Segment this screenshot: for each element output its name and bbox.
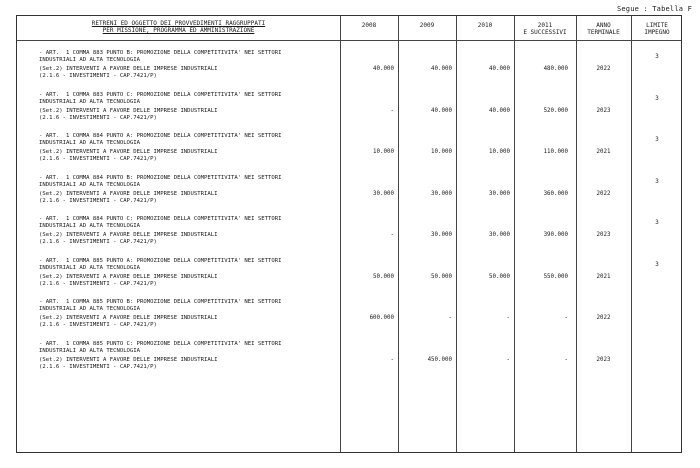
value-limite-impegno: 3	[655, 54, 659, 60]
table-frame	[16, 15, 682, 453]
row-item-line2: (2.1.6 - INVESTIMENTI - CAP.7421/P)	[39, 114, 157, 121]
value-2008: -	[390, 107, 394, 114]
row-title-line1: - ART. 1 COMMA 883 PUNTO C: PROMOZIONE DELLA COMPETITIVITA' NEI SETTORI	[39, 91, 282, 98]
row-item-line1: (Set.2) INTERVENTI A FAVORE DELLE IMPRESE INDUSTRIALI	[39, 273, 218, 280]
row-item-line2: (2.1.6 - INVESTIMENTI - CAP.7421/P)	[39, 322, 157, 328]
value-2010: 30.000	[489, 232, 510, 238]
value-anno-terminale: 2022	[596, 190, 611, 197]
value-2011: -	[564, 315, 568, 321]
col-rule	[514, 16, 515, 452]
col-rule	[631, 16, 632, 452]
header-title-line2: PER MISSIONE, PROGRAMMA ED AMMINISTRAZIONE	[102, 27, 255, 34]
header-rule	[17, 40, 681, 41]
value-2009: 30.000	[431, 232, 452, 238]
row-title-line2: INDUSTRIALI AD ALTA TECNOLOGIA	[39, 223, 141, 229]
value-anno-terminale: 2022	[596, 315, 611, 321]
header-2008: 2008	[361, 22, 377, 29]
row-item-line2: (2.1.6 - INVESTIMENTI - CAP.7421/P)	[39, 73, 157, 79]
value-2011: 480.000	[543, 66, 568, 72]
row-item-line1: (Set.2) INTERVENTI A FAVORE DELLE IMPRESE INDUSTRIALI	[39, 356, 218, 363]
value-2011: 110.000	[543, 149, 568, 155]
row-title-line1: - ART. 1 COMMA 885 PUNTO C: PROMOZIONE DELLA COMPETITIVITA' NEI SETTORI	[39, 340, 282, 347]
header-2010: 2010	[477, 22, 493, 29]
value-limite-impegno: 3	[655, 95, 659, 102]
row-title-line2: INDUSTRIALI AD ALTA TECNOLOGIA	[39, 57, 141, 63]
value-2011: 360.000	[543, 190, 568, 197]
value-2008: 30.000	[373, 190, 394, 197]
header-limite-line2: IMPEGNO	[644, 29, 670, 36]
header-2009: 2009	[419, 22, 435, 29]
value-2008: -	[390, 232, 394, 238]
value-2009: 450.000	[427, 356, 452, 363]
row-title-line1: - ART. 1 COMMA 885 PUNTO B: PROMOZIONE DELLA COMPETITIVITA' NEI SETTORI	[39, 299, 282, 305]
value-limite-impegno: 3	[655, 220, 659, 226]
value-2008: -	[390, 356, 394, 363]
row-item-line2: (2.1.6 - INVESTIMENTI - CAP.7421/P)	[39, 280, 157, 287]
value-2009: 40.000	[431, 107, 452, 114]
value-anno-terminale: 2023	[596, 356, 611, 363]
value-limite-impegno: 3	[655, 137, 659, 143]
value-2009: 30.000	[431, 190, 452, 197]
value-limite-impegno: 3	[655, 261, 659, 268]
value-2010: 30.000	[489, 190, 510, 197]
col-rule	[398, 16, 399, 452]
value-2010: 40.000	[489, 107, 510, 114]
value-2011: 520.000	[543, 107, 568, 114]
value-2008: 40.000	[373, 66, 394, 72]
value-2009: 50.000	[431, 273, 452, 280]
value-anno-terminale: 2021	[596, 149, 611, 155]
value-2011: 390.000	[543, 232, 568, 238]
value-limite-impegno: 3	[655, 178, 659, 185]
header-title-line1: RETRENI ED OGGETTO DEI PROVVEDIMENTI RAGGRUPPATI	[91, 20, 266, 27]
value-2008: 600.000	[369, 315, 394, 321]
row-item-line2: (2.1.6 - INVESTIMENTI - CAP.7421/P)	[39, 197, 157, 204]
header-2011-line2: E SUCCESSIVI	[523, 29, 567, 36]
row-item-line2: (2.1.6 - INVESTIMENTI - CAP.7421/P)	[39, 363, 157, 370]
value-2010: -	[506, 356, 510, 363]
value-2010: 40.000	[489, 66, 510, 72]
row-item-line1: (Set.2) INTERVENTI A FAVORE DELLE IMPRESE INDUSTRIALI	[39, 107, 218, 114]
value-2010: 10.000	[489, 149, 510, 155]
value-2010: 50.000	[489, 273, 510, 280]
header-limite-line1: LIMITE	[646, 22, 668, 29]
row-item-line2: (2.1.6 - INVESTIMENTI - CAP.7421/P)	[39, 239, 157, 245]
row-title-line1: - ART. 1 COMMA 884 PUNTO C: PROMOZIONE DELLA COMPETITIVITA' NEI SETTORI	[39, 216, 282, 222]
value-2008: 50.000	[373, 273, 394, 280]
row-title-line2: INDUSTRIALI AD ALTA TECNOLOGIA	[39, 306, 141, 312]
value-anno-terminale: 2023	[596, 107, 611, 114]
value-2009: -	[448, 315, 452, 321]
row-item-line1: (Set.2) INTERVENTI A FAVORE DELLE IMPRESE INDUSTRIALI	[39, 232, 218, 238]
value-2011: -	[564, 356, 568, 363]
row-item-line2: (2.1.6 - INVESTIMENTI - CAP.7421/P)	[39, 156, 157, 162]
row-title-line1: - ART. 1 COMMA 884 PUNTO A: PROMOZIONE DELLA COMPETITIVITA' NEI SETTORI	[39, 133, 282, 139]
row-title-line2: INDUSTRIALI AD ALTA TECNOLOGIA	[39, 347, 141, 354]
header-limite	[631, 22, 683, 36]
row-item-line1: (Set.2) INTERVENTI A FAVORE DELLE IMPRESE INDUSTRIALI	[39, 66, 218, 72]
header-2011-line1: 2011	[537, 22, 553, 29]
row-title-line2: INDUSTRIALI AD ALTA TECNOLOGIA	[39, 140, 141, 146]
row-title-line2: INDUSTRIALI AD ALTA TECNOLOGIA	[39, 264, 141, 271]
header-anno-line2: TERMINALE	[587, 29, 620, 36]
header-title	[17, 20, 340, 34]
header-anno	[576, 22, 631, 36]
row-title-line1: - ART. 1 COMMA 883 PUNTO B: PROMOZIONE DELLA COMPETITIVITA' NEI SETTORI	[39, 50, 282, 56]
value-2009: 40.000	[431, 66, 452, 72]
col-rule	[456, 16, 457, 452]
row-title-line2: INDUSTRIALI AD ALTA TECNOLOGIA	[39, 98, 141, 105]
value-anno-terminale: 2023	[596, 232, 611, 238]
value-anno-terminale: 2022	[596, 66, 611, 72]
row-title-line1: - ART. 1 COMMA 884 PUNTO B: PROMOZIONE DELLA COMPETITIVITA' NEI SETTORI	[39, 174, 282, 181]
value-2011: 550.000	[543, 273, 568, 280]
row-title-line1: - ART. 1 COMMA 885 PUNTO A: PROMOZIONE DELLA COMPETITIVITA' NEI SETTORI	[39, 257, 282, 264]
header-anno-line1: ANNO	[596, 22, 611, 29]
row-item-line1: (Set.2) INTERVENTI A FAVORE DELLE IMPRESE INDUSTRIALI	[39, 315, 218, 321]
value-2008: 10.000	[373, 149, 394, 155]
header-2011	[514, 22, 576, 36]
row-title-line2: INDUSTRIALI AD ALTA TECNOLOGIA	[39, 181, 141, 188]
value-2010: -	[506, 315, 510, 321]
value-anno-terminale: 2021	[596, 273, 611, 280]
row-item-line1: (Set.2) INTERVENTI A FAVORE DELLE IMPRESE INDUSTRIALI	[39, 149, 218, 155]
value-2009: 10.000	[431, 149, 452, 155]
page-label: Segue : Tabella F	[616, 5, 692, 13]
row-item-line1: (Set.2) INTERVENTI A FAVORE DELLE IMPRESE INDUSTRIALI	[39, 190, 218, 197]
